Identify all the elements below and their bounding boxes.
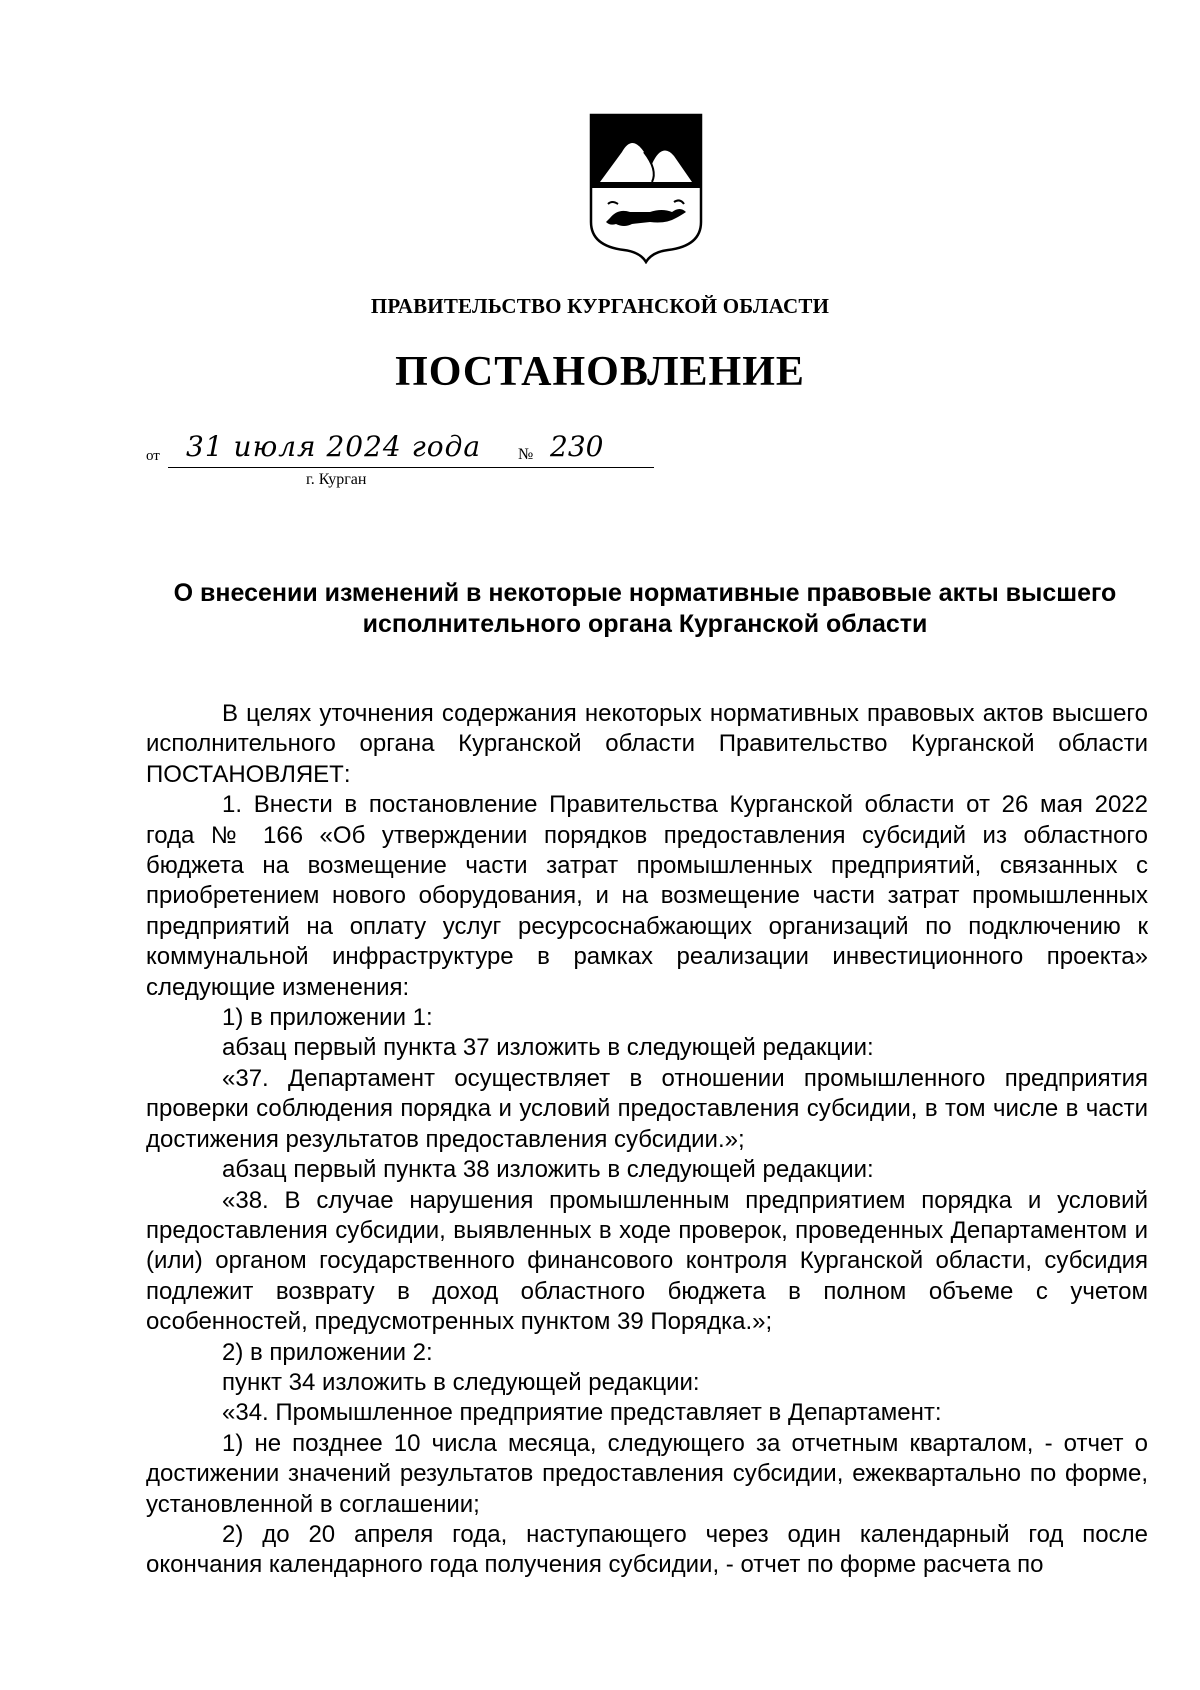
paragraph: «34. Промышленное предприятие представляет в Департамент:: [222, 1399, 942, 1427]
paragraph: 2) до 20 апреля года, наступающего через один календарный год после окончания календарного года получения субсидии, - отчет по форме расчета по: [146, 1520, 1148, 1579]
paragraph: «37. Департамент осуществляет в отношении промышленного предприятия проверки соблюдения порядка и условий предоставления субсидии, в том числе в части достижения результатов предоставления субсидии.»;: [146, 1064, 1148, 1153]
paragraph: В целях уточнения содержания некоторых нормативных правовых актов высшего исполнительного органа Курганской области Правительство Курганской области ПОСТАНОВЛЯЕТ:: [146, 700, 1148, 788]
paragraph: 2) в приложении 2:: [222, 1338, 433, 1366]
from-label: от: [146, 448, 160, 464]
government-name: ПРАВИТЕЛЬСТВО КУРГАНСКОЙ ОБЛАСТИ: [370, 294, 830, 318]
handwritten-date: 31 июля 2024 года: [186, 430, 482, 463]
handwritten-number: 230: [550, 430, 604, 463]
document-title: О внесении изменений в некоторые нормативные правовые акты высшего исполнительного органа Курганской области: [173, 579, 1117, 638]
document-body: [146, 699, 1148, 1581]
paragraph: абзац первый пункта 37 изложить в следующей редакции:: [222, 1034, 874, 1062]
document-type: ПОСТАНОВЛЕНИЕ: [395, 349, 805, 395]
paragraph: «38. В случае нарушения промышленным предприятием порядка и условий предоставления субсидии, выявленных в ходе проверок, проведенных Департаментом и (или) органом государственного финансового контроля Курганской области, субсидия подлежит возврату в доход областного бюджета в полном объеме с учетом особенностей, предусмотренных пунктом 39 Порядка.»;: [146, 1186, 1148, 1336]
paragraph: 1) в приложении 1:: [222, 1004, 433, 1032]
date-number-line: [146, 430, 646, 466]
paragraph: 1) не позднее 10 числа месяца, следующего за отчетным кварталом, - отчет о достижении значений результатов предоставления субсидии, ежеквартально по форме, установленной в соглашении;: [146, 1429, 1148, 1518]
city-label: г. Курган: [306, 471, 367, 488]
paragraph: пункт 34 изложить в следующей редакции:: [222, 1368, 700, 1396]
coat-of-arms-icon: [588, 112, 704, 264]
number-label: №: [518, 446, 534, 463]
date-underline: [168, 467, 654, 468]
paragraph: 1. Внести в постановление Правительства Курганской области от 26 мая 2022 года № 166 «Об утверждении порядков предоставления субсидий из областного бюджета на возмещение части затрат промышленных предприятий, связанных с приобретением нового оборудования, и на возмещение части затрат промышленных предприятий на оплату услуг ресурсоснабжающих организаций по подключению к коммунальной инфраструктуре в рамках реализации инвестиционного проекта» следующие изменения:: [146, 791, 1148, 1001]
paragraph: абзац первый пункта 38 изложить в следующей редакции:: [222, 1156, 874, 1184]
